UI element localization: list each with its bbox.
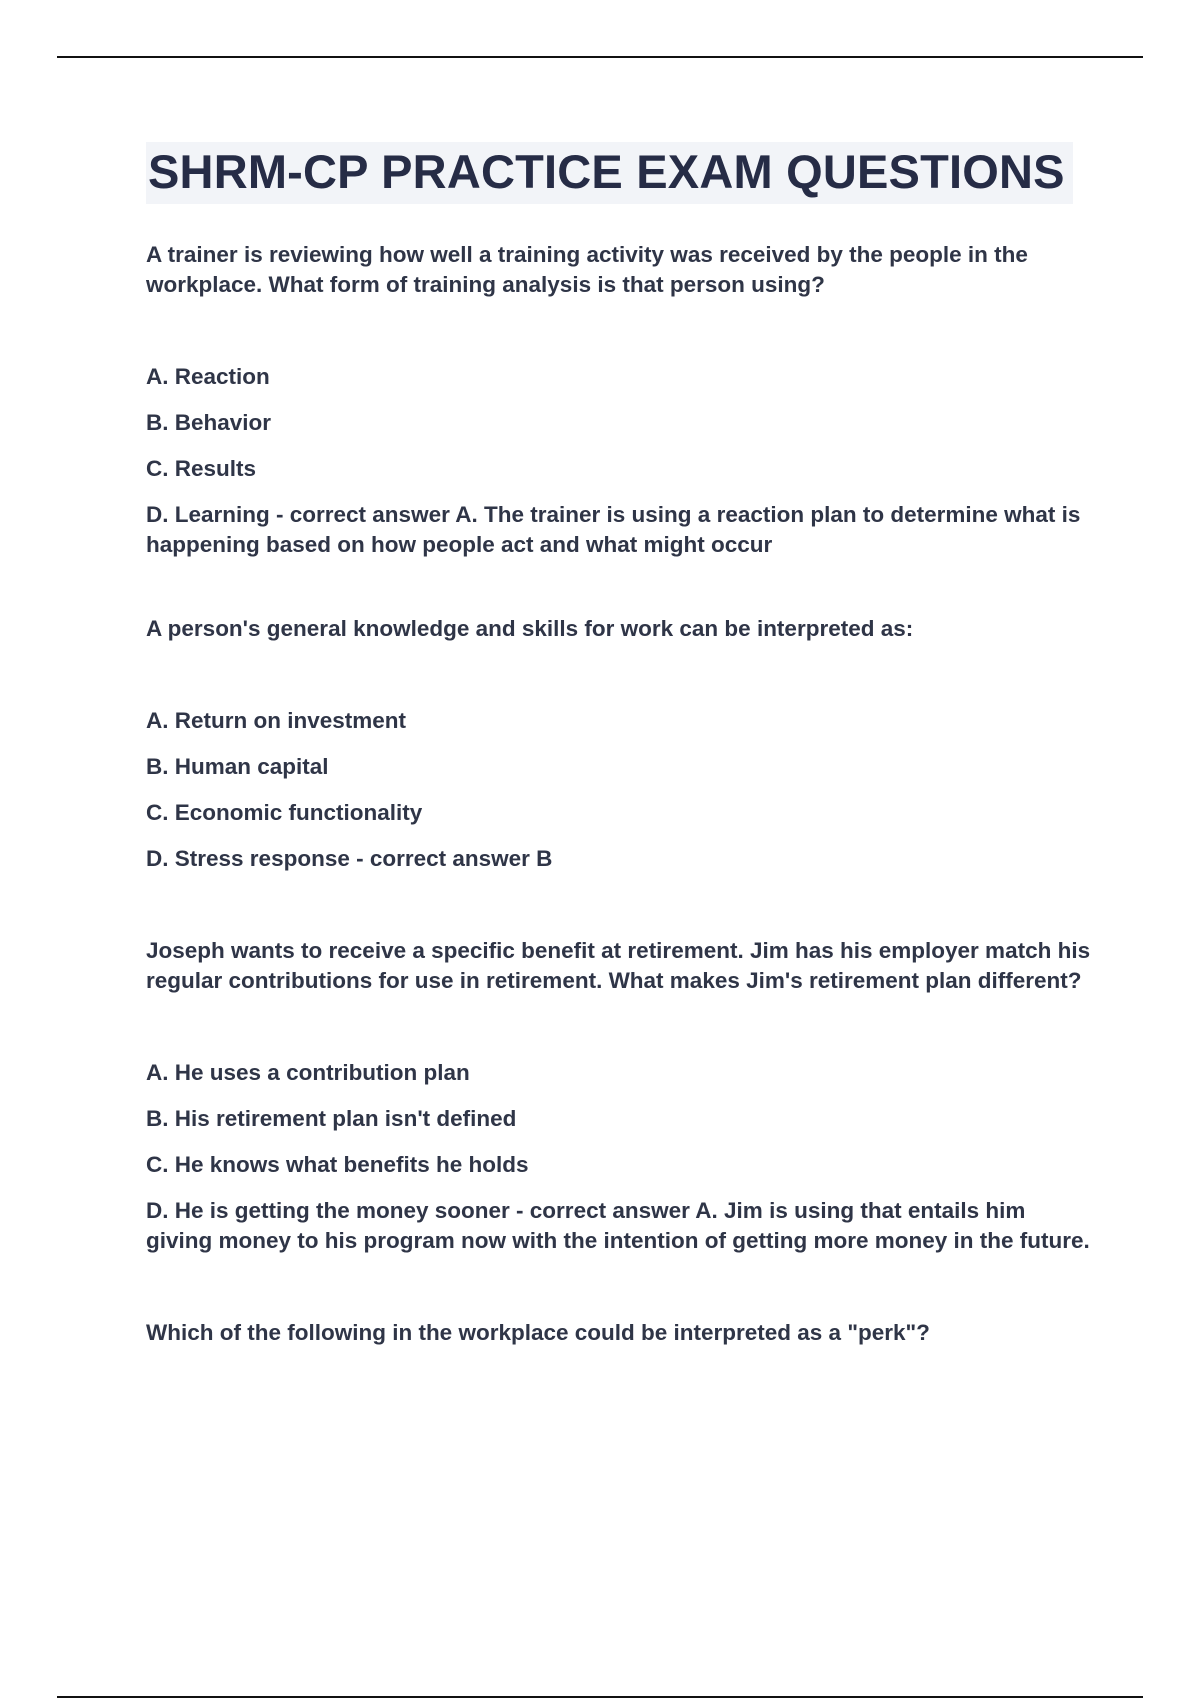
- answer-option: C. Economic functionality: [146, 800, 423, 825]
- answer-option: D. Learning - correct answer A. The trainer is using a reaction plan to determine what is happening based on how people act and what might occur: [146, 502, 1081, 557]
- question-block: [146, 936, 1096, 1256]
- question-block: [146, 614, 1096, 874]
- question-text: A person's general knowledge and skills for work can be interpreted as:: [146, 616, 914, 641]
- answer-option: D. Stress response - correct answer B: [146, 846, 553, 871]
- answer-option: A. Reaction: [146, 364, 270, 389]
- question-block: [146, 240, 1096, 560]
- question-text: Which of the following in the workplace could be interpreted as a "perk"?: [146, 1320, 930, 1345]
- answer-option: D. He is getting the money sooner - correct answer A. Jim is using that entails him giving money to his program now with the intention of getting more money in the future.: [146, 1198, 1090, 1253]
- question-text: A trainer is reviewing how well a training activity was received by the people in the workplace. What form of training analysis is that person using?: [146, 242, 1028, 297]
- answer-option: A. Return on investment: [146, 708, 407, 733]
- question-text: Joseph wants to receive a specific benefit at retirement. Jim has his employer match his regular contributions for use in retirement. What makes Jim's retirement plan different?: [146, 938, 1091, 993]
- document-body: [146, 142, 1096, 1348]
- bottom-rule: [57, 1696, 1143, 1698]
- answer-option: B. Human capital: [146, 754, 329, 779]
- answer-option: B. His retirement plan isn't defined: [146, 1106, 517, 1131]
- top-rule: [57, 56, 1143, 58]
- answer-option: C. Results: [146, 456, 257, 481]
- answer-option: C. He knows what benefits he holds: [146, 1152, 529, 1177]
- answer-option: B. Behavior: [146, 410, 272, 435]
- question-block: [146, 1318, 1096, 1348]
- page-title: SHRM-CP PRACTICE EXAM QUESTIONS: [146, 142, 1073, 204]
- answer-option: A. He uses a contribution plan: [146, 1060, 470, 1085]
